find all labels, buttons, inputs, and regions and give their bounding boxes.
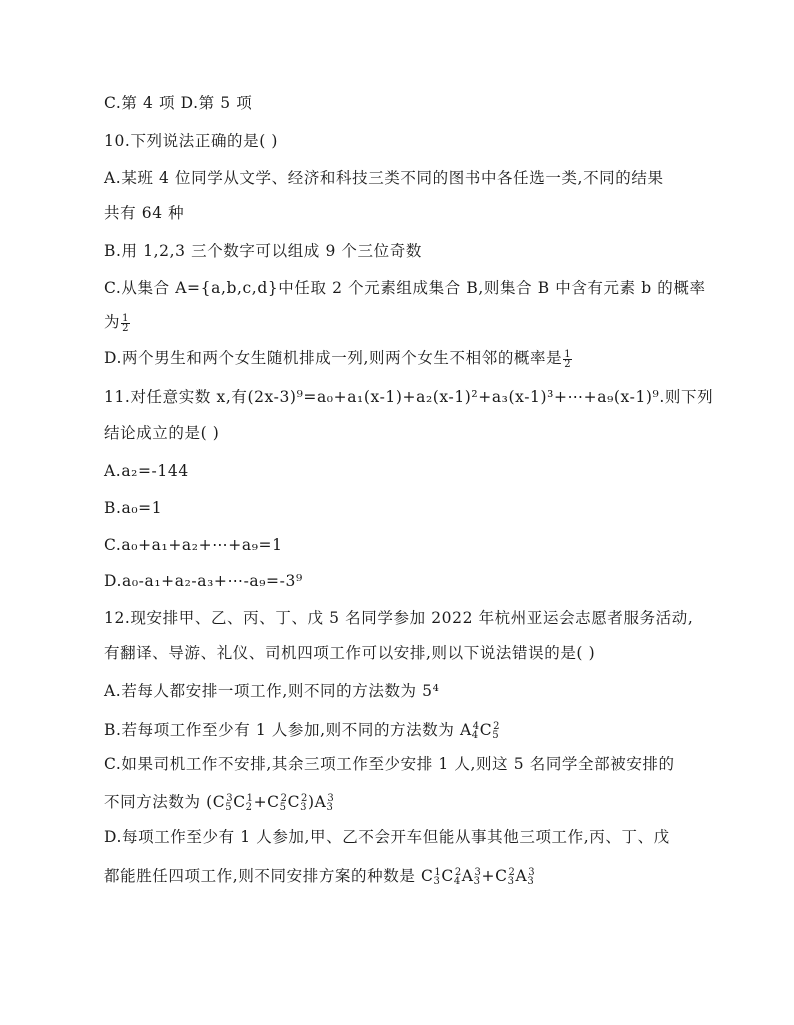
q12-stem-line1: 12.现安排甲、乙、丙、丁、戊 5 名同学参加 2022 年杭州亚运会志愿者服务活动, — [104, 609, 694, 627]
q12-option-c-line2 — [104, 788, 334, 819]
q10-option-d — [104, 347, 573, 369]
q12-option-b — [104, 716, 500, 747]
q11-stem-line2: 结论成立的是( ) — [104, 424, 220, 442]
q12-option-c-formula: $(C_5^3C_2^1+C_5^2C_3^2)A_3^3$ — [206, 793, 335, 813]
q11-option-d: D.a₀-a₁+a₂-a₃+⋯-a₉=-3⁹ — [104, 572, 303, 590]
q10-option-c-text: 为 — [104, 313, 121, 331]
q10-option-b: B.用 1,2,3 三个数字可以组成 9 个三位奇数 — [104, 242, 422, 260]
q12-option-d-text: 都能胜任四项工作,则不同安排方案的种数是 — [104, 867, 416, 885]
q12-option-c-text: 不同方法数为 — [104, 793, 201, 811]
q11-option-b: B.a₀=1 — [104, 499, 163, 517]
q10-option-d-text: D.两个男生和两个女生随机排成一列,则两个女生不相邻的概率是 — [104, 349, 563, 367]
q11-option-a: A.a₂=-144 — [104, 462, 189, 480]
q12-option-d-line1: D.每项工作至少有 1 人参加,甲、乙不会开车但能从事其他三项工作,丙、丁、戊 — [104, 828, 670, 846]
q12-option-d-formula: $C_3^1C_4^2A_3^3+C_3^2A_3^3$ — [420, 867, 536, 887]
q12-option-c-line1: C.如果司机工作不安排,其余三项工作至少安排 1 人,则这 5 名同学全部被安排的 — [104, 755, 675, 773]
fraction-one-half: $\frac{1}{2}$ — [122, 312, 130, 334]
q12-option-a: A.若每人都安排一项工作,则不同的方法数为 5⁴ — [104, 682, 440, 700]
q12-option-d-line2 — [104, 862, 535, 893]
q10-option-c-line1: C.从集合 A={a,b,c,d}中任取 2 个元素组成集合 B,则集合 B 中含有元素 b 的概率 — [104, 279, 706, 297]
q12-stem-line2: 有翻译、导游、礼仪、司机四项工作可以安排,则以下说法错误的是( ) — [104, 644, 596, 662]
q10-stem: 10.下列说法正确的是( ) — [104, 132, 279, 150]
q11-option-c: C.a₀+a₁+a₂+⋯+a₉=1 — [104, 536, 283, 554]
q11-stem-line1: 11.对任意实数 x,有(2x-3)⁹=a₀+a₁(x-1)+a₂(x-1)²+a₃(x-1)³+⋯+a₉(x-1)⁹.则下列 — [104, 388, 714, 406]
q9-options-cd: C.第 4 项 D.第 5 项 — [104, 94, 253, 112]
q12-option-b-formula: $A_4^4C_5^2$ — [460, 721, 501, 741]
q10-option-a-line1: A.某班 4 位同学从文学、经济和科技三类不同的图书中各任选一类,不同的结果 — [104, 169, 664, 187]
q10-option-c-line2 — [104, 311, 131, 333]
fraction-one-half: $\frac{1}{2}$ — [564, 348, 572, 370]
q12-option-b-text: B.若每项工作至少有 1 人参加,则不同的方法数为 — [104, 721, 455, 739]
q10-option-a-line2: 共有 64 种 — [104, 204, 185, 222]
